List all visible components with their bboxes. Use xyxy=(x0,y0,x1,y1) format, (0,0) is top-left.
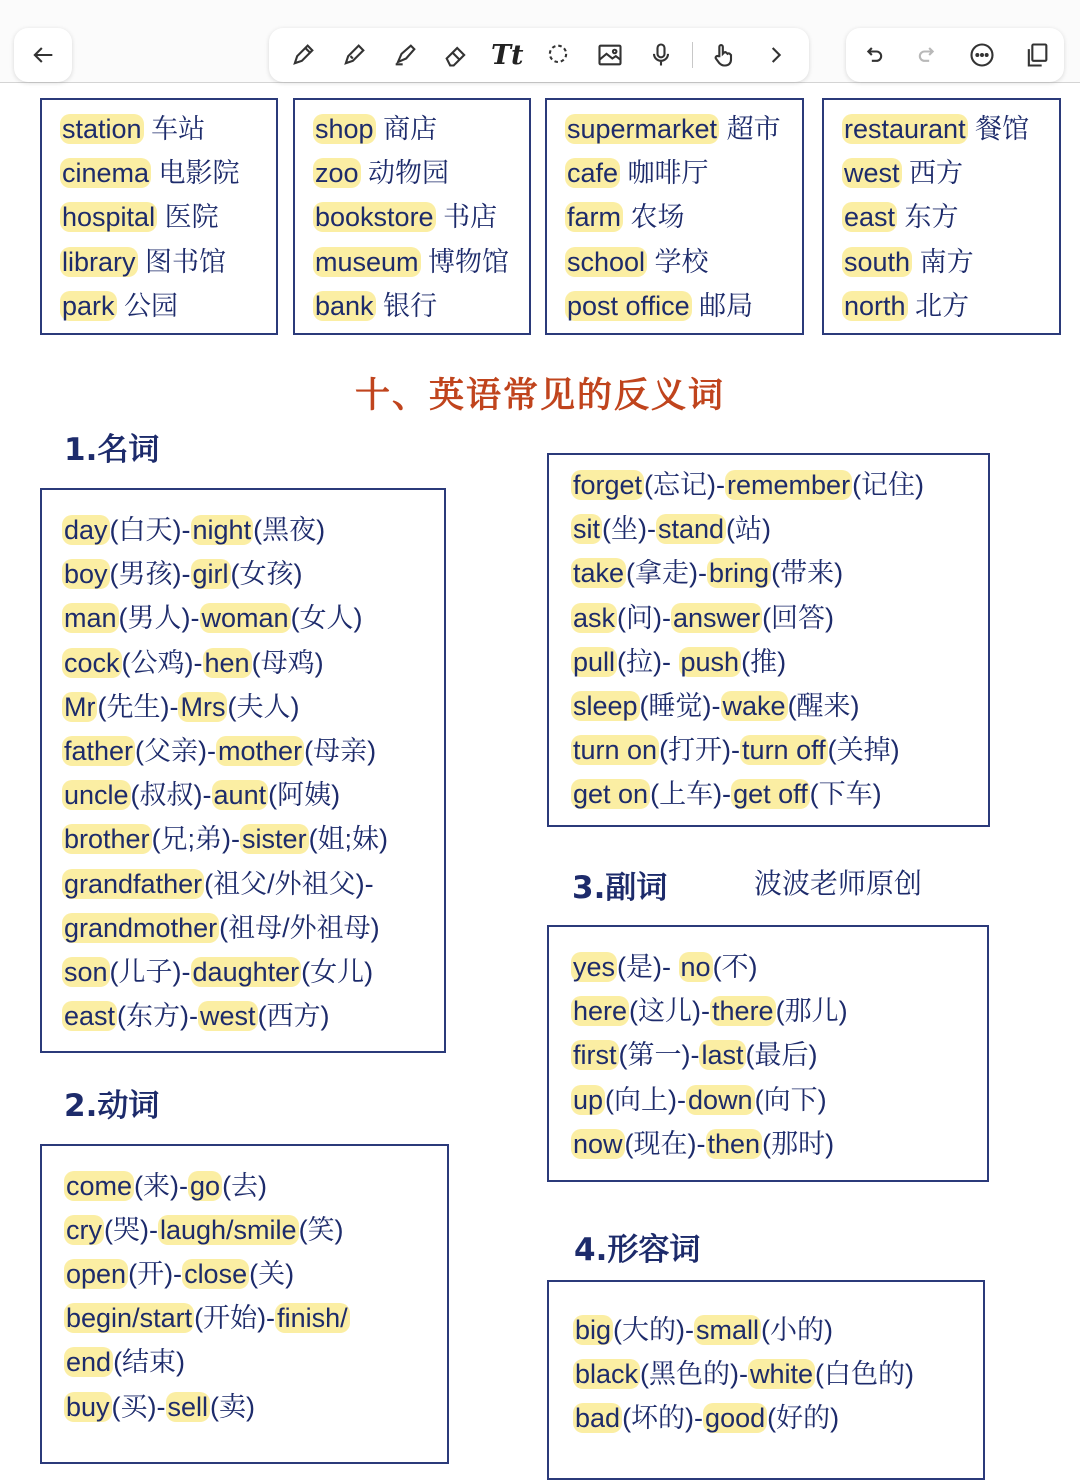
chinese-gloss: (大的)- xyxy=(613,1315,695,1345)
vocab-row xyxy=(842,199,959,235)
english-word: first xyxy=(573,1040,617,1071)
english-word: daughter xyxy=(192,957,300,987)
antonym-row xyxy=(571,993,848,1029)
heading-adverbs: 3.副词 xyxy=(572,870,668,906)
english-word: bank xyxy=(315,290,374,321)
chinese-gloss: (向上)- xyxy=(605,1084,687,1115)
chinese-gloss: (白天)- xyxy=(109,515,191,545)
chinese-gloss: (祖父/外祖父)- xyxy=(204,868,374,899)
chinese-word: 医院 xyxy=(157,202,219,233)
pen-icon[interactable] xyxy=(334,35,374,75)
english-word: pull xyxy=(573,646,616,677)
english-word: cry xyxy=(66,1215,102,1246)
chinese-gloss: (打开)- xyxy=(659,735,741,766)
chinese-gloss: (坐)- xyxy=(602,514,656,545)
chinese-gloss: (这儿)- xyxy=(629,996,711,1027)
pages-icon[interactable] xyxy=(1017,35,1057,75)
vocab-row xyxy=(565,155,709,191)
chinese-gloss: (第一)- xyxy=(618,1040,700,1071)
toolbar xyxy=(0,0,1080,83)
english-word: turn on xyxy=(573,735,658,766)
antonym-row xyxy=(62,910,380,946)
chinese-gloss: (结束) xyxy=(113,1347,186,1378)
english-word: push xyxy=(680,646,740,677)
english-word: station xyxy=(62,114,142,144)
chinese-gloss: (买)- xyxy=(111,1391,166,1422)
english-word: cinema xyxy=(62,158,150,189)
english-word: open xyxy=(66,1259,127,1290)
chinese-gloss: (开)- xyxy=(128,1259,183,1290)
vocab-row xyxy=(565,199,685,235)
chinese-word: 银行 xyxy=(375,290,438,321)
english-word: woman xyxy=(201,603,289,634)
chinese-gloss: (白色的) xyxy=(815,1359,915,1390)
chinese-gloss: (黑色的)- xyxy=(640,1359,749,1390)
chinese-word: 咖啡厅 xyxy=(620,158,709,189)
antonym-row xyxy=(571,600,834,636)
english-word: east xyxy=(844,202,896,233)
vocab-row xyxy=(842,244,974,280)
nouns-box xyxy=(40,488,446,1053)
history-group xyxy=(846,28,1064,82)
english-word: wake xyxy=(722,691,786,721)
chinese-gloss: (公鸡)- xyxy=(121,647,203,678)
english-word: restaurant xyxy=(844,114,966,144)
chinese-gloss: (开始)- xyxy=(194,1303,276,1334)
vocab-row xyxy=(313,155,449,191)
antonym-row xyxy=(62,821,388,857)
back-group xyxy=(14,28,72,82)
english-word: boy xyxy=(64,559,108,590)
english-word: zoo xyxy=(315,158,359,189)
english-word: come xyxy=(66,1171,133,1201)
antonym-row xyxy=(571,688,860,724)
undo-icon[interactable] xyxy=(853,35,893,75)
english-word: remember xyxy=(727,470,851,500)
english-word: hospital xyxy=(62,202,156,233)
chinese-word: 餐馆 xyxy=(967,114,1030,144)
adjectives-box xyxy=(547,1280,985,1480)
author-note: 波波老师原创 xyxy=(754,867,923,900)
pen-icon[interactable] xyxy=(283,35,323,75)
chinese-gloss: (西方) xyxy=(257,1001,330,1032)
chinese-gloss: (夫人) xyxy=(227,691,300,722)
tool-group xyxy=(269,28,809,82)
text-tool-icon[interactable]: Tt xyxy=(490,39,524,71)
english-word: there xyxy=(712,996,774,1027)
antonym-row xyxy=(64,1256,294,1292)
english-word: answer xyxy=(673,602,761,633)
english-word: take xyxy=(573,558,625,589)
english-word: now xyxy=(573,1128,623,1159)
english-word: night xyxy=(192,515,252,545)
section-title: 十、英语常见的反义词 xyxy=(354,376,725,416)
antonym-row xyxy=(64,1344,185,1380)
vocab-row xyxy=(565,111,781,147)
vocab-row xyxy=(60,111,205,147)
antonym-row xyxy=(571,1037,818,1073)
chinese-word: 西方 xyxy=(901,158,964,189)
vocab-row xyxy=(60,155,240,191)
english-word: library xyxy=(62,246,136,277)
chinese-gloss: (阿姨) xyxy=(268,780,341,811)
vocab-row xyxy=(842,155,963,191)
chinese-word: 东方 xyxy=(897,202,959,233)
english-word: north xyxy=(844,290,906,321)
chinese-gloss: (拿走)- xyxy=(626,558,708,589)
heading-nouns: 1.名词 xyxy=(64,432,160,468)
lasso-icon[interactable] xyxy=(538,35,578,75)
heading-verbs: 2.动词 xyxy=(64,1088,160,1124)
antonym-row xyxy=(573,1356,914,1392)
english-word: grandmother xyxy=(64,912,218,943)
english-word: buy xyxy=(66,1391,110,1422)
vocab-box xyxy=(545,98,804,335)
chinese-gloss: (带来) xyxy=(771,558,844,589)
english-word: man xyxy=(64,603,117,634)
chinese-gloss: (父亲)- xyxy=(135,736,217,766)
english-word: no xyxy=(680,952,711,982)
chinese-gloss: (男人)- xyxy=(118,603,200,634)
english-word: bring xyxy=(709,558,770,589)
chinese-word: 书店 xyxy=(435,202,498,233)
chinese-gloss: (不) xyxy=(712,952,758,982)
english-word: stand xyxy=(657,514,725,545)
antonym-row xyxy=(573,1400,839,1436)
chinese-gloss: (睡觉)- xyxy=(639,691,721,721)
chinese-gloss: (女儿) xyxy=(301,957,374,987)
english-word: forget xyxy=(573,470,643,500)
antonym-row xyxy=(62,998,330,1034)
chinese-gloss: (儿子)- xyxy=(109,957,191,987)
antonym-row xyxy=(62,600,363,636)
chinese-word: 博物馆 xyxy=(420,246,510,277)
chinese-gloss: (拉)- xyxy=(617,646,679,677)
english-word: black xyxy=(575,1359,639,1390)
chinese-gloss: (兄;弟)- xyxy=(151,824,241,855)
chinese-gloss: (问)- xyxy=(617,602,672,633)
english-word: laugh/smile xyxy=(159,1215,297,1246)
english-word: west xyxy=(200,1001,256,1032)
chinese-word: 超市 xyxy=(719,114,781,144)
toolbar-divider xyxy=(692,42,693,68)
chevron-right-icon[interactable] xyxy=(755,35,795,75)
english-word: grandfather xyxy=(64,868,203,899)
english-word: museum xyxy=(315,246,419,277)
antonym-row xyxy=(62,689,299,725)
chinese-word: 商店 xyxy=(375,114,438,144)
english-word: up xyxy=(573,1084,604,1115)
antonym-row xyxy=(571,644,786,680)
chinese-gloss: (下车) xyxy=(809,779,882,810)
chinese-gloss: (母鸡) xyxy=(251,647,324,678)
english-word: down xyxy=(688,1084,753,1115)
english-word: close xyxy=(184,1259,248,1290)
vocab-row xyxy=(313,199,497,235)
english-word: father xyxy=(64,736,134,766)
vocab-row xyxy=(313,244,509,280)
english-word: west xyxy=(844,158,900,189)
english-word: sell xyxy=(167,1391,209,1422)
chinese-word: 公园 xyxy=(116,290,179,321)
chinese-gloss: (回答) xyxy=(762,602,835,633)
chinese-gloss: (来)- xyxy=(134,1171,189,1201)
english-word: son xyxy=(64,957,108,987)
chinese-gloss: (上车)- xyxy=(650,779,732,810)
antonym-row xyxy=(62,556,303,592)
chinese-gloss: (是)- xyxy=(617,952,679,982)
chinese-gloss: (祖母/外祖母) xyxy=(219,912,380,943)
antonym-row xyxy=(571,555,843,591)
vocab-row xyxy=(313,288,437,324)
chinese-gloss: (坏的)- xyxy=(622,1403,704,1434)
english-word: get on xyxy=(573,779,649,810)
chinese-word: 邮局 xyxy=(691,290,754,321)
chinese-gloss: (那时) xyxy=(762,1128,835,1159)
english-word: begin/start xyxy=(66,1303,193,1334)
vocab-row xyxy=(842,111,1029,147)
english-word: aunt xyxy=(213,780,267,811)
back-arrow-icon[interactable] xyxy=(23,35,63,75)
english-word: Mr xyxy=(64,691,96,722)
chinese-gloss: (那儿) xyxy=(775,996,848,1027)
english-word: farm xyxy=(567,202,621,233)
english-word: hen xyxy=(204,647,250,678)
chinese-gloss: (笑) xyxy=(298,1215,344,1246)
chinese-gloss: (推) xyxy=(741,646,787,677)
english-word: uncle xyxy=(64,780,129,811)
chinese-gloss: (卖) xyxy=(210,1391,256,1422)
chinese-word: 农场 xyxy=(623,202,685,233)
english-word: mother xyxy=(218,736,303,766)
highlighter-icon[interactable] xyxy=(385,35,425,75)
english-word: bad xyxy=(575,1403,621,1434)
antonym-row xyxy=(62,512,325,548)
english-word: get off xyxy=(733,779,808,810)
english-word: Mrs xyxy=(180,691,226,722)
heading-adjectives: 4.形容词 xyxy=(574,1232,701,1268)
english-word: girl xyxy=(192,559,229,590)
english-word: bookstore xyxy=(315,202,434,233)
chinese-gloss: (姐;妹) xyxy=(308,824,389,855)
vocab-box xyxy=(293,98,531,335)
english-word: last xyxy=(701,1040,744,1071)
english-word: small xyxy=(696,1315,760,1345)
antonym-row xyxy=(64,1168,267,1204)
chinese-word: 图书馆 xyxy=(137,246,227,277)
antonym-row xyxy=(571,732,900,768)
chinese-word: 南方 xyxy=(912,246,974,277)
english-word: white xyxy=(750,1359,814,1390)
english-word: post office xyxy=(567,290,690,321)
chinese-gloss: (现在)- xyxy=(624,1128,706,1159)
chinese-gloss: (东方)- xyxy=(117,1001,199,1032)
chinese-gloss: (忘记)- xyxy=(644,470,726,500)
english-word: sister xyxy=(242,824,307,855)
chinese-gloss: (好的) xyxy=(767,1403,840,1434)
hand-pointer-icon[interactable] xyxy=(704,35,744,75)
antonym-row xyxy=(571,1082,827,1118)
chinese-gloss: (黑夜) xyxy=(253,515,326,545)
antonym-row xyxy=(571,949,758,985)
english-word: park xyxy=(62,290,115,321)
english-word: supermarket xyxy=(567,114,718,144)
verbs-box-right xyxy=(547,453,990,827)
chinese-gloss: (男孩)- xyxy=(109,559,191,590)
antonym-row xyxy=(571,776,882,812)
chinese-gloss: (记住) xyxy=(852,470,925,500)
vocab-box xyxy=(822,98,1061,335)
antonym-row xyxy=(64,1389,255,1425)
verbs-box xyxy=(40,1144,449,1464)
english-word: school xyxy=(567,246,646,277)
english-word: south xyxy=(844,246,911,277)
english-word: finish/ xyxy=(277,1303,348,1334)
microphone-icon[interactable] xyxy=(641,35,681,75)
antonym-row xyxy=(62,645,324,681)
vocab-row xyxy=(60,288,178,324)
chinese-gloss: (关) xyxy=(249,1259,295,1290)
chinese-gloss: (站) xyxy=(726,514,772,545)
english-word: good xyxy=(705,1403,766,1434)
chinese-word: 北方 xyxy=(907,290,970,321)
chinese-gloss: (女孩) xyxy=(230,559,303,590)
chinese-gloss: (小的) xyxy=(761,1315,834,1345)
chinese-word: 电影院 xyxy=(151,158,240,189)
english-word: then xyxy=(707,1128,761,1159)
english-word: ask xyxy=(573,602,616,633)
chinese-gloss: (最后) xyxy=(745,1040,818,1071)
english-word: sleep xyxy=(573,691,638,721)
vocab-row xyxy=(565,244,709,280)
vocab-row xyxy=(842,288,969,324)
antonym-row xyxy=(64,1212,344,1248)
chinese-gloss: (母亲) xyxy=(304,736,377,766)
chinese-gloss: (叔叔)- xyxy=(130,780,212,811)
english-word: turn off xyxy=(742,735,826,766)
vocab-row xyxy=(565,288,753,324)
chinese-gloss: (女人) xyxy=(290,603,363,634)
english-word: east xyxy=(64,1001,116,1032)
english-word: sit xyxy=(573,514,600,545)
chinese-word: 车站 xyxy=(143,114,206,144)
english-word: cock xyxy=(64,647,120,678)
antonym-row xyxy=(62,777,340,813)
english-word: big xyxy=(575,1315,612,1345)
english-word: brother xyxy=(64,824,150,855)
eraser-icon[interactable] xyxy=(436,35,476,75)
chinese-gloss: (哭)- xyxy=(104,1215,158,1246)
chinese-word: 动物园 xyxy=(360,158,450,189)
chinese-gloss: (醒来) xyxy=(787,691,860,721)
chinese-gloss: (先生)- xyxy=(97,691,179,722)
english-word: go xyxy=(190,1171,221,1201)
chinese-gloss: (向下) xyxy=(754,1084,827,1115)
english-word: shop xyxy=(315,114,374,144)
antonym-row xyxy=(571,467,924,503)
antonym-row xyxy=(571,511,771,547)
english-word: day xyxy=(64,515,108,545)
antonym-row xyxy=(571,1126,834,1162)
antonym-row xyxy=(62,733,376,769)
vocab-row xyxy=(60,199,219,235)
antonym-row xyxy=(62,954,373,990)
vocab-row xyxy=(60,244,226,280)
chinese-word: 学校 xyxy=(647,246,709,277)
antonym-row xyxy=(573,1312,833,1348)
antonym-row xyxy=(62,866,374,902)
english-word: yes xyxy=(573,952,616,982)
adverbs-box xyxy=(547,925,989,1182)
redo-icon[interactable] xyxy=(908,35,948,75)
english-word: end xyxy=(66,1347,112,1378)
chinese-gloss: (去) xyxy=(222,1171,268,1201)
chinese-gloss: (关掉) xyxy=(827,735,900,766)
vocab-row xyxy=(313,111,437,147)
antonym-row xyxy=(64,1300,350,1336)
english-word: cafe xyxy=(567,158,619,189)
vocab-box xyxy=(40,98,278,335)
more-icon[interactable] xyxy=(962,35,1002,75)
english-word: here xyxy=(573,996,628,1027)
image-icon[interactable] xyxy=(590,35,630,75)
